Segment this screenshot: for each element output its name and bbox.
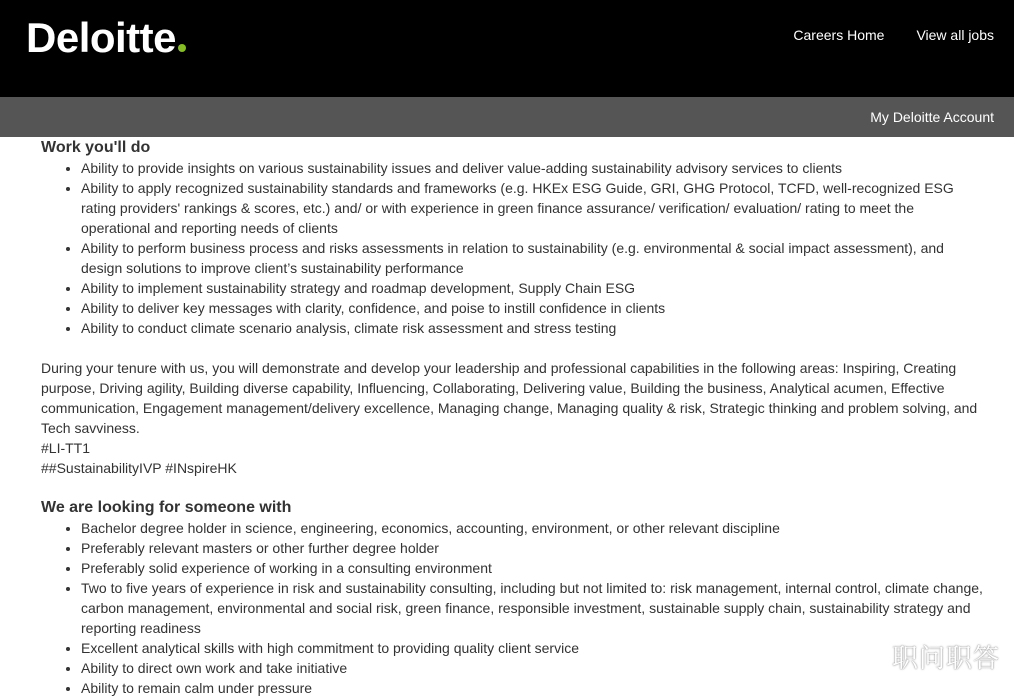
- list-item: • Ability to provide insights on various sustainability issues and deliver value-adding sustainability advisory services to clients: [81, 158, 986, 178]
- hashtag-line-2: ##SustainabilityIVP #INspireHK: [41, 460, 237, 476]
- work-section-heading: Work you'll do: [41, 139, 151, 156]
- list-item: • Two to five years of experience in risk and sustainability consulting, including but not limited to: risk management, internal control, climate change, carbon management, environmental and social risk, green finance, responsible investment, sustainable supply chain, sustainability strategy and reporting readiness: [81, 578, 986, 638]
- list-item: • Ability to remain calm under pressure: [81, 678, 986, 698]
- account-bar: [0, 97, 1014, 137]
- logo-text: Deloitte: [26, 14, 177, 61]
- my-deloitte-account-link[interactable]: My Deloitte Account: [870, 109, 994, 125]
- careers-home-link[interactable]: Careers Home: [793, 27, 885, 43]
- list-item: • Ability to perform business process and risks assessments in relation to sustainability (e.g. environmental & social impact assessment), and design solutions to improve client’s sustainability performance: [81, 238, 986, 278]
- list-item: • Ability to implement sustainability strategy and roadmap development, Supply Chain ESG: [81, 278, 986, 298]
- view-all-jobs-link[interactable]: View all jobs: [916, 27, 994, 43]
- watermark-text: 职问职答: [891, 644, 1000, 674]
- list-item: • Ability to direct own work and take initiative: [81, 658, 986, 678]
- top-header: [0, 0, 1014, 97]
- list-item: • Bachelor degree holder in science, engineering, economics, accounting, environment, or other relevant discipline: [81, 518, 986, 538]
- looking-section-heading: We are looking for someone with: [41, 499, 292, 516]
- list-item: • Preferably solid experience of working in a consulting environment: [81, 558, 986, 578]
- work-list: [41, 158, 986, 338]
- list-item: • Excellent analytical skills with high commitment to providing quality client service: [81, 638, 986, 658]
- list-item: • Preferably relevant masters or other further degree holder: [81, 538, 986, 558]
- hashtag-line-1: #LI-TT1: [41, 440, 91, 456]
- list-item: • Ability to conduct climate scenario analysis, climate risk assessment and stress testing: [81, 318, 986, 338]
- list-item: • Ability to apply recognized sustainability standards and frameworks (e.g. HKEx ESG Guide, GRI, GHG Protocol, TCFD, well-recognized ESG rating providers' rankings & scores, etc.) and/ or with experience in green finance assurance/ verification/ evaluation/ rating to meet the operational and reporting needs of clients: [81, 178, 986, 238]
- requirements-list: [41, 518, 986, 698]
- tenure-paragraph: During your tenure with us, you will demonstrate and develop your leadership and professional capabilities in the following areas: Inspiring, Creating purpose, Driving agility, Building diverse capability, Influencing, Collaborating, Delivering value, Building the business, Analytical acumen, Effective communication, Engagement management/delivery excellence, Managing change, Managing quality & risk, Strategic thinking and problem solving, and Tech savviness.: [41, 360, 978, 436]
- spacer: [41, 338, 986, 358]
- job-description: [41, 138, 986, 698]
- top-nav: [793, 26, 994, 44]
- spacer: [41, 478, 986, 498]
- list-item: • Ability to deliver key messages with clarity, confidence, and poise to instill confidence in clients: [81, 298, 986, 318]
- deloitte-logo[interactable]: [26, 12, 186, 64]
- logo-dot-icon: [178, 44, 186, 52]
